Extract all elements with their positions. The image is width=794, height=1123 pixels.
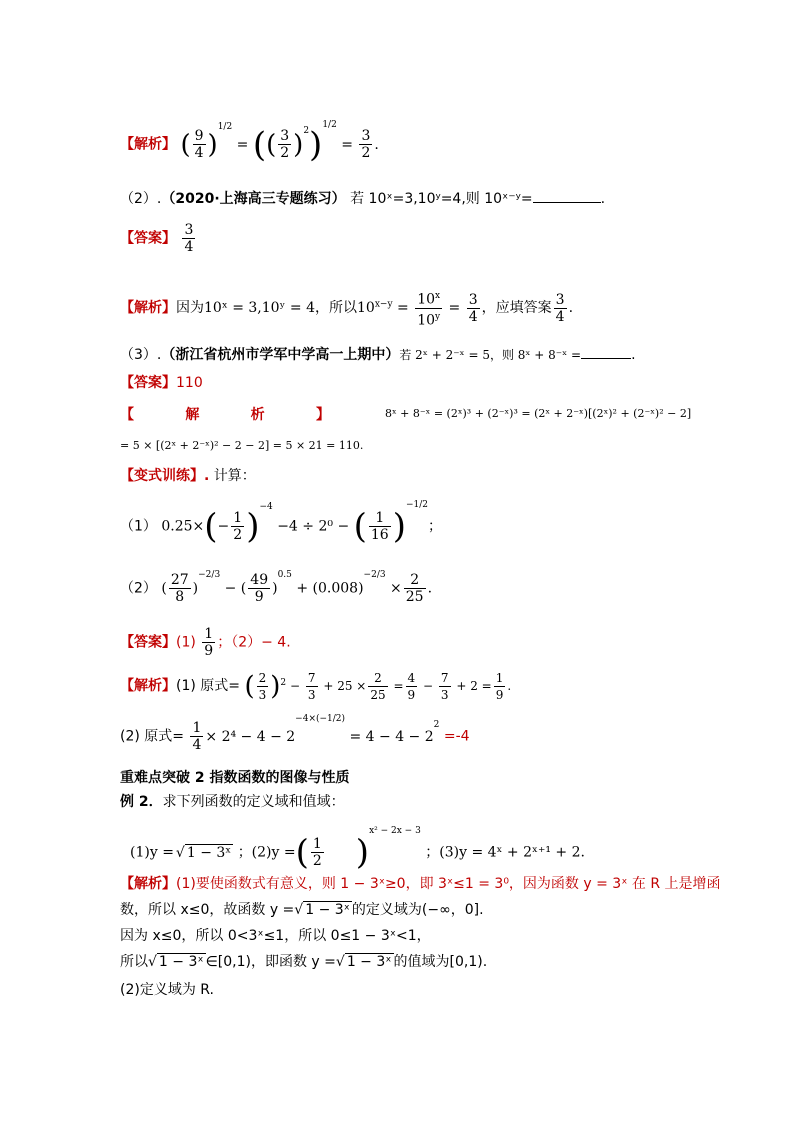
question-number: （3）.	[120, 347, 162, 363]
solution-line-2: 数，所以 x≤0，故函数 y =√ 1 − 3ˣ 的定义域为(−∞，0].	[120, 902, 484, 918]
bracket-right: 】	[315, 407, 330, 423]
op: + 25 ×	[323, 679, 367, 693]
question-number: （2）.	[120, 191, 162, 207]
analysis-formula: 10ˣ = 3,10ʸ = 4	[204, 300, 316, 317]
answer-label: 【答案】	[120, 230, 176, 247]
solution-radical: 1 − 3ˣ	[305, 902, 350, 918]
section-heading: 重难点突破 2 指数函数的图像与性质	[120, 770, 350, 786]
answer-line-2	[120, 222, 197, 255]
exercise-number: （1）	[120, 518, 157, 535]
exercise-text: + (0.008)	[296, 580, 364, 597]
solution-line-3: 因为 x≤0，所以 0<3ˣ≤1，所以 0≤1 − 3ˣ<1，	[120, 928, 431, 944]
func-exponent: x² − 2x − 3	[369, 825, 421, 836]
answer-line-4	[120, 626, 291, 659]
analysis-line-5	[120, 713, 470, 753]
answer-label: 【答案】	[120, 634, 176, 651]
func-text: (1)y =	[130, 844, 174, 861]
exercise-text: −4 ÷ 2⁰ −	[277, 518, 350, 535]
exercise-2: （2） ( $\frac{27}{8}$ )$^{-2/3}$ − ( $\frac{49}{9}$ )$^{0.5} + (0.008)^{-2/3}$ × $\frac{2}{25}$ .	[120, 569, 433, 605]
op: × 2⁴ − 4 − 2	[205, 728, 296, 745]
exercise-text: − (	[224, 580, 247, 597]
exercise-text: (	[161, 580, 167, 597]
exercise-text: ×	[390, 580, 402, 597]
practice-text: 计算：	[213, 468, 256, 484]
question-3: （3）.（浙江省杭州市学军中学高一上期中）若 2ˣ + 2⁻ˣ = 5，则 8ˣ + 8⁻ˣ = .	[120, 344, 636, 365]
example-text: 求下列函数的定义域和值域：	[162, 794, 345, 810]
label-char: 解	[185, 407, 200, 423]
solution-text: 数，所以 x≤0，故函数 y =	[120, 902, 295, 918]
formula-9-4: ( $\frac{9}{4}$ )$^{1/2}$ = (( $\frac{3}{2}$ )$^2$)$^{1/2}$ = $\frac{3}{2}$ .	[180, 119, 379, 165]
exercise-text: )	[192, 580, 199, 597]
analysis-line-2: 【解析】因为10ˣ = 3,10ʸ = 4，所以$10^{x-y}$ = $\frac{10^x}{10^y}$ = $\frac{3}{4}$ ，应填答案 $\frac{3}{4}$ .	[120, 288, 573, 328]
question-text: 若 2ˣ + 2⁻ˣ = 5，则 8ˣ + 8⁻ˣ =	[399, 348, 582, 362]
analysis-line-4	[120, 670, 511, 703]
label-char: 析	[250, 407, 265, 423]
answer-line-3	[120, 373, 203, 393]
solution-text: (1)要使函数式有意义，则 1 − 3ˣ≥0，即 3ˣ≤1 = 3⁰，因为函数 y = 3ˣ 在 R 上是增函	[176, 876, 721, 892]
op: −	[422, 679, 437, 693]
answer-label: 【答案】	[120, 375, 176, 391]
op: =	[393, 679, 404, 693]
op: = 4 − 4 − 2	[349, 728, 434, 745]
solution-text: 所以	[120, 954, 148, 970]
solution-radical: 1 − 3ˣ	[158, 954, 204, 970]
exercise-1: （1） 0.25×(− $\frac{1}{2}$ )$^{-4}$ −4 ÷ 2⁰ − ( $\frac{1}{16}$ )$^{-1/2}$；	[120, 499, 443, 547]
function-list: (1)y = √ 1 − 3ˣ ；(2)y =( $\frac{1}{2}$ )$^{x^2 - 2x - 3}$ ；(3)y = 4ˣ + 2ˣ⁺¹ + 2.	[130, 825, 585, 873]
func-text: ；(2)y =	[237, 844, 296, 861]
solution-text: 的定义域为(−∞，0].	[351, 902, 484, 918]
exercise-text: 0.25×	[161, 518, 205, 535]
analysis-formula-4: ( $\frac{2}{3}$ )$^2$ − $\frac{7}{3}$ + 25 × $\frac{2}{25}$ = $\frac{4}{9}$ − $\frac{7}{3}$ + 2 = $\frac{1}{9}$ .	[244, 671, 512, 702]
exercise-text: )	[272, 580, 278, 597]
solution-line-5: (2)定义域为 R.	[120, 982, 214, 998]
question-text: 若 10ˣ=3,10ʸ=4,则 10ˣ⁻ʸ=	[350, 191, 533, 207]
solution-line-4: 所以√ 1 − 3ˣ ∈[0,1)，即函数 y =√ 1 − 3ˣ 的值域为[0,1).	[120, 954, 488, 970]
solution-text: 的值域为[0,1).	[393, 954, 488, 970]
answer-text: ；（2）− 4.	[217, 634, 291, 651]
practice-label: 【变式训练】.	[120, 468, 210, 484]
analysis-text: ，应填答案	[481, 300, 552, 317]
solution-label: 【解析】	[120, 876, 176, 892]
question-source: （浙江省杭州市学军中学高一上期中）	[161, 347, 400, 363]
analysis-result: =-4	[443, 728, 470, 745]
answer-fraction: $\frac{3}{4}$	[184, 222, 194, 255]
exercise-punct: ；	[428, 518, 443, 535]
practice-heading	[120, 466, 256, 486]
example-label: 例 2．	[120, 794, 163, 810]
analysis-label-spread	[120, 404, 330, 424]
analysis-formula-5: $\frac{1}{4}$ × $2^4 - 4 - 2^{-4\times(-1/2)} = 4 - 4 - 2^2$	[192, 713, 440, 753]
analysis-text: ，所以	[315, 300, 358, 317]
analysis-formula-3b: = 5 × [(2ˣ + 2⁻ˣ)² − 2 − 2] = 5 × 21 = 110.	[120, 439, 364, 452]
analysis-label: 【解析】	[120, 136, 176, 153]
op: + 2 =	[456, 679, 492, 693]
analysis-line-1	[120, 119, 379, 165]
solution-line-1	[120, 874, 721, 894]
solution-radical: 1 − 3ˣ	[346, 954, 392, 970]
solution-text: ∈[0,1)，即函数 y =	[205, 954, 336, 970]
answer-blank	[581, 344, 631, 359]
answer-fraction: $\frac{1}{9}$	[204, 626, 214, 659]
answer-blank	[533, 188, 601, 203]
question-source: （2020·上海高三专题练习）	[161, 191, 346, 207]
answer-value: 110	[176, 375, 203, 391]
op: −	[289, 679, 304, 693]
func-radical: 1 − 3ˣ	[186, 844, 232, 861]
answer-text: (1)	[176, 634, 196, 651]
exercise-number: （2）	[120, 580, 157, 597]
func-text: ；(3)y = 4ˣ + 2ˣ⁺¹ + 2.	[425, 844, 585, 861]
analysis-fraction-formula: $10^{x-y}$ = $\frac{10^x}{10^y}$ = $\frac{3}{4}$	[357, 300, 482, 316]
example-2	[120, 792, 345, 812]
analysis-answer-fraction: $\frac{3}{4}$	[555, 291, 565, 325]
analysis-text: (1) 原式=	[176, 678, 241, 694]
analysis-text: (2) 原式=	[120, 728, 185, 745]
exercise-punct: .	[427, 580, 433, 597]
bracket-left: 【	[120, 407, 134, 423]
question-2: （2）.（2020·上海高三专题练习） 若 10ˣ=3,10ʸ=4,则 10ˣ⁻ʸ= .	[120, 188, 605, 209]
analysis-label: 【解析】	[120, 300, 176, 317]
analysis-formula-3: 8ˣ + 8⁻ˣ = (2ˣ)³ + (2⁻ˣ)³ = (2ˣ + 2⁻ˣ)[(2ˣ)² + (2⁻ˣ)² − 2]	[385, 407, 692, 420]
analysis-label: 【解析】	[120, 678, 176, 694]
analysis-text: 因为	[176, 300, 204, 317]
